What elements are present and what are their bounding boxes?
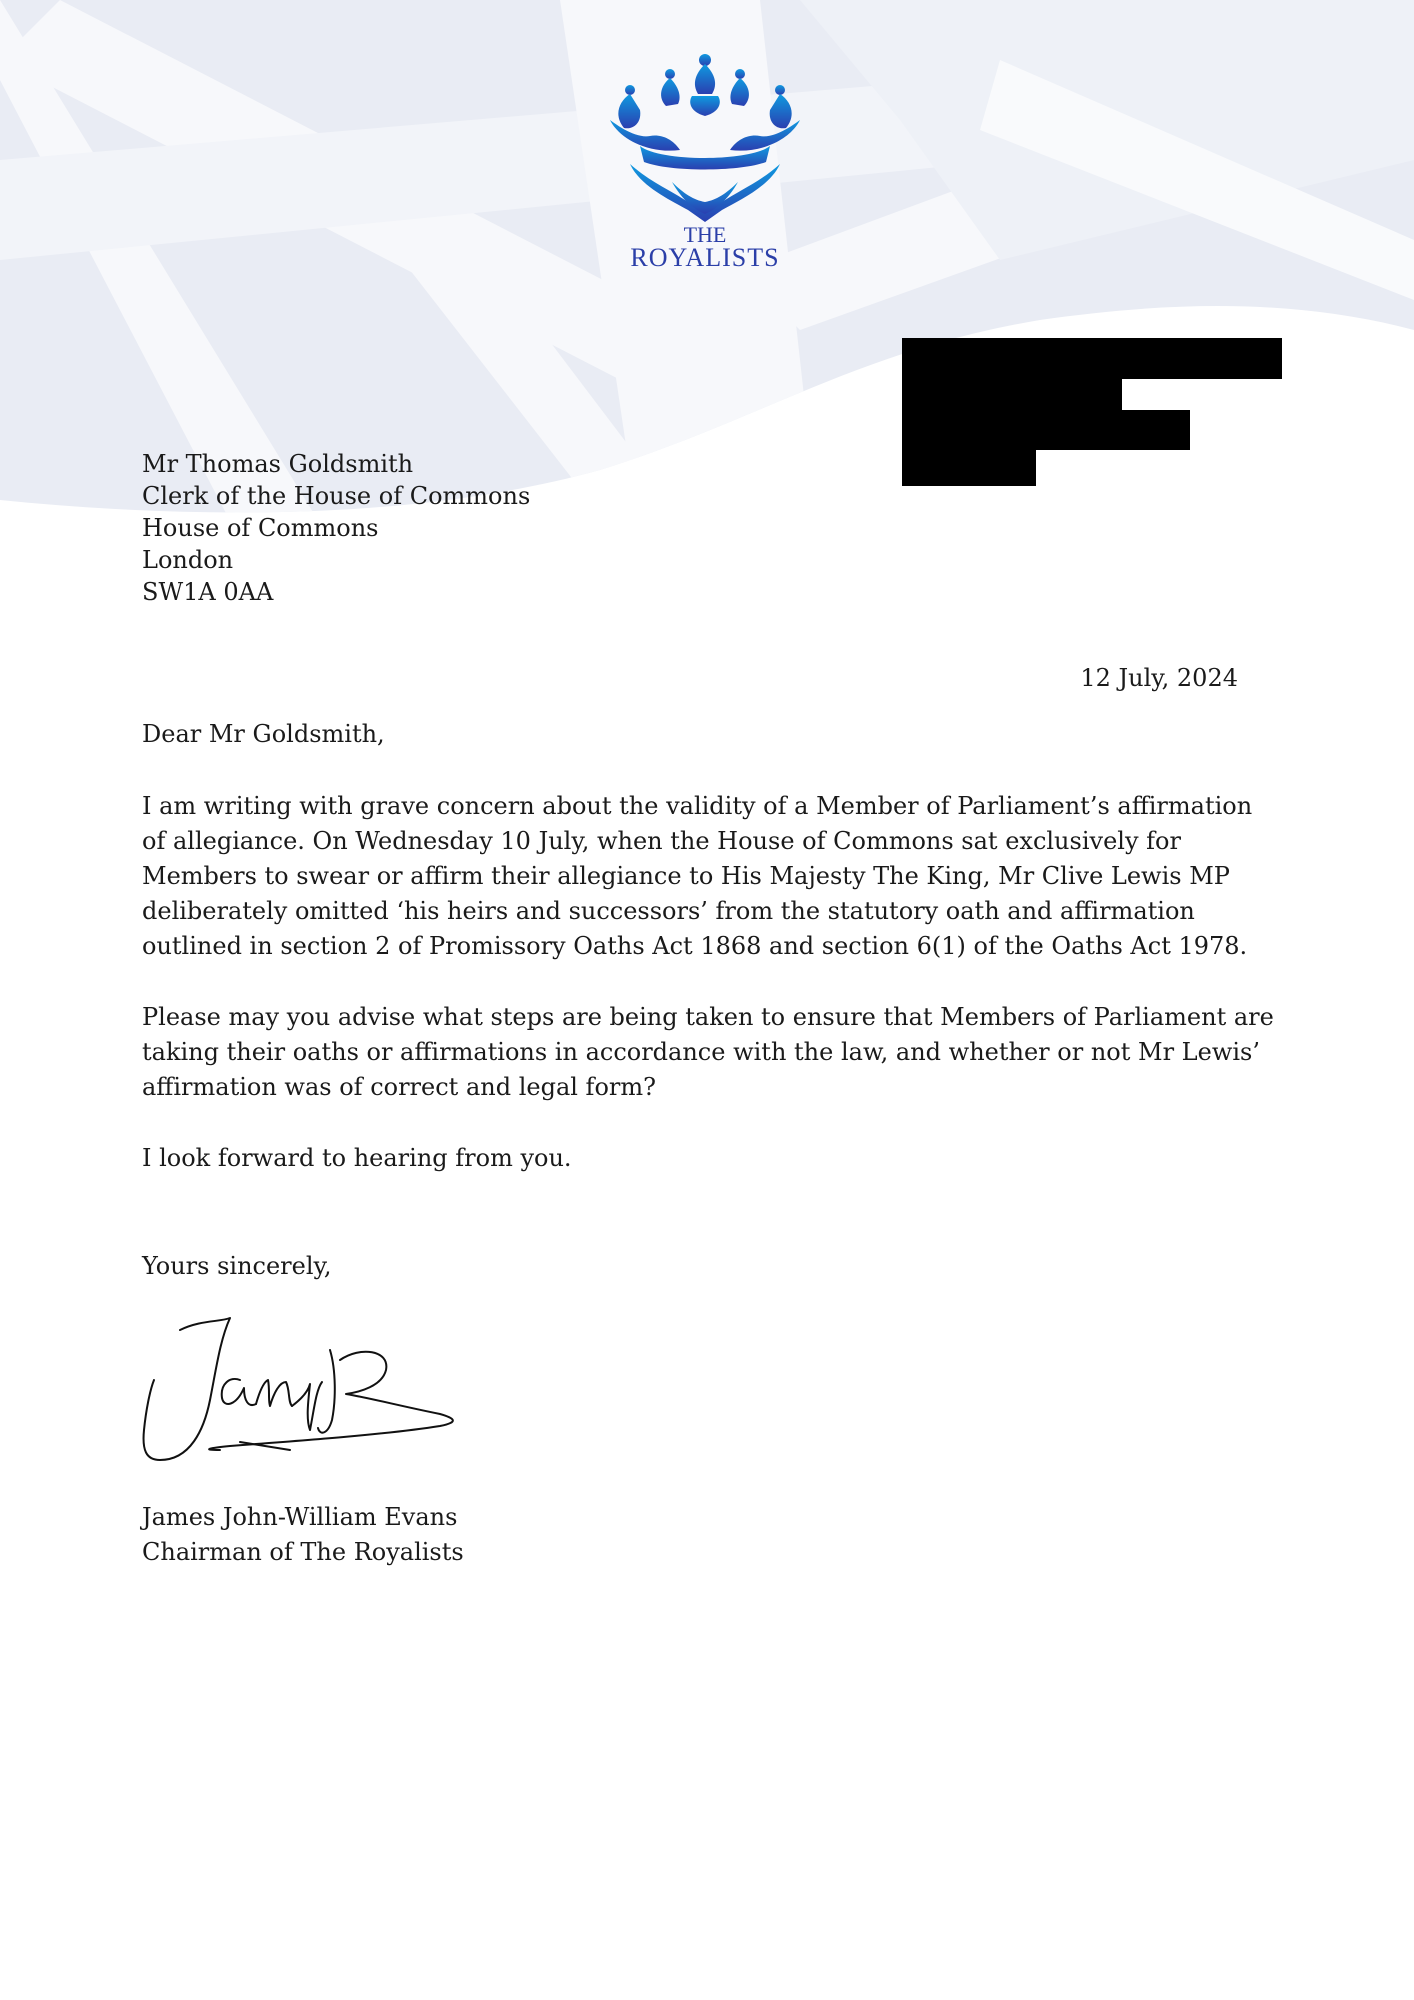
- body-paragraph-3: I look forward to hearing from you.: [142, 1144, 572, 1172]
- recipient-title: Clerk of the House of Commons: [142, 482, 531, 510]
- royalists-logo: [600, 50, 810, 270]
- signatory-name: James John-William Evans: [142, 1503, 458, 1531]
- salutation: Dear Mr Goldsmith,: [142, 720, 385, 748]
- recipient-postcode: SW1A 0AA: [142, 578, 274, 606]
- handwritten-signature: [140, 1310, 470, 1470]
- body-paragraph-1: I am writing with grave concern about the validity of a Member of Parliament’s affirmation of allegiance. On Wednesday 10 July, when the House of Commons sat exclusively for Members to swear or affirm their allegiance to His Majesty The King, Mr Clive Lewis MP deliberately omitted ‘his heirs and successors’ from the statutory oath and affirmation outlined in section 2 of Promissory Oaths Act 1868 and section 6(1) of the Oaths Act 1978.: [142, 792, 1253, 960]
- signatory-block: [142, 1500, 464, 1570]
- recipient-organisation: House of Commons: [142, 514, 379, 542]
- logo-text-royalists: ROYALISTS: [630, 243, 780, 270]
- signatory-title: Chairman of The Royalists: [142, 1538, 464, 1566]
- redacted-sender-address: [902, 338, 1282, 486]
- recipient-address: [142, 448, 530, 608]
- logo-text-the: THE: [683, 222, 727, 247]
- crown-icon: [610, 54, 800, 222]
- body-paragraph-2: Please may you advise what steps are being taken to ensure that Members of Parliament are taking their oaths or affirmations in accordance with the law, and whether or not Mr Lewis’ affirmation was of correct and legal form?: [142, 1003, 1274, 1101]
- closing: Yours sincerely,: [142, 1252, 332, 1280]
- recipient-city: London: [142, 546, 234, 574]
- letter-date: 12 July, 2024: [1080, 664, 1238, 692]
- recipient-name: Mr Thomas Goldsmith: [142, 450, 414, 478]
